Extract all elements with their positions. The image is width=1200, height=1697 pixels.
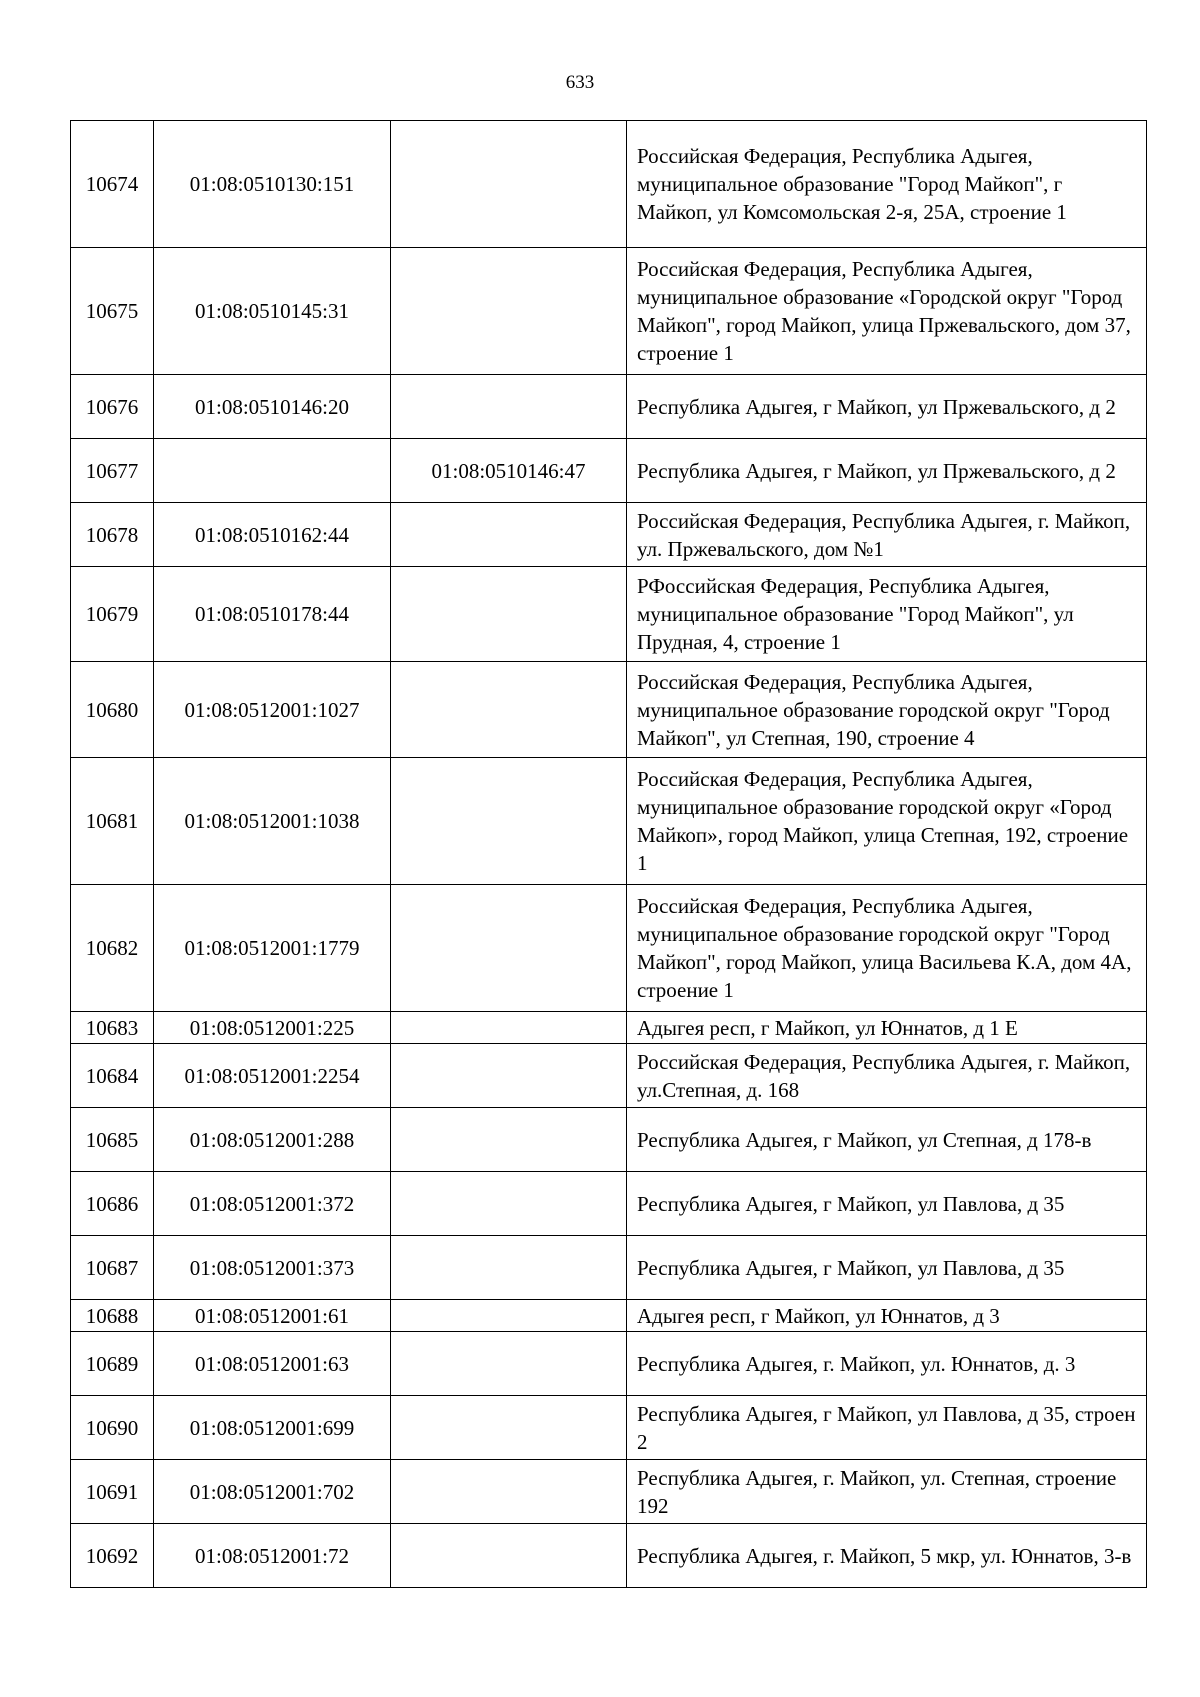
registry-table [70,120,1147,1588]
row-number-cell: 10686 [71,1172,154,1236]
secondary-cadastral-cell: 01:08:0510146:47 [391,439,627,503]
cadastral-number-cell: 01:08:0510162:44 [154,503,391,567]
registry-table-body [71,121,1147,1588]
address-cell: Республика Адыгея, г. Майкоп, ул. Юннатов, д. 3 [627,1332,1147,1396]
cadastral-number-cell: 01:08:0512001:699 [154,1396,391,1460]
address-cell: Адыгея респ, г Майкоп, ул Юннатов, д 1 Е [627,1012,1147,1044]
address-cell: Российская Федерация, Республика Адыгея, муниципальное образование "Город Майкоп", г Майкоп, ул Комсомольская 2-я, 25А, строение 1 [627,121,1147,248]
secondary-cadastral-cell [391,375,627,439]
cadastral-number-cell: 01:08:0512001:2254 [154,1044,391,1108]
row-number-cell: 10683 [71,1012,154,1044]
row-number-cell: 10685 [71,1108,154,1172]
cadastral-number-cell: 01:08:0510145:31 [154,248,391,375]
secondary-cadastral-cell [391,1044,627,1108]
secondary-cadastral-cell [391,1460,627,1524]
table-row [71,1172,1147,1236]
secondary-cadastral-cell [391,662,627,758]
secondary-cadastral-cell [391,885,627,1012]
cadastral-number-cell: 01:08:0512001:61 [154,1300,391,1332]
cadastral-number-cell: 01:08:0512001:372 [154,1172,391,1236]
secondary-cadastral-cell [391,1172,627,1236]
table-row [71,121,1147,248]
secondary-cadastral-cell [391,1236,627,1300]
address-cell: РФоссийская Федерация, Республика Адыгея, муниципальное образование "Город Майкоп", ул Прудная, 4, строение 1 [627,567,1147,662]
cadastral-number-cell: 01:08:0512001:373 [154,1236,391,1300]
address-cell: Республика Адыгея, г. Майкоп, 5 мкр, ул. Юннатов, 3-в [627,1524,1147,1588]
address-cell: Российская Федерация, Республика Адыгея, муниципальное образование городской округ «Город Майкоп», город Майкоп, улица Степная, 192, строение 1 [627,758,1147,885]
secondary-cadastral-cell [391,1332,627,1396]
row-number-cell: 10691 [71,1460,154,1524]
cadastral-number-cell: 01:08:0512001:1779 [154,885,391,1012]
table-row [71,1108,1147,1172]
cadastral-number-cell: 01:08:0512001:702 [154,1460,391,1524]
row-number-cell: 10675 [71,248,154,375]
table-row [71,1396,1147,1460]
table-row [71,248,1147,375]
cadastral-number-cell: 01:08:0512001:1038 [154,758,391,885]
table-row [71,375,1147,439]
secondary-cadastral-cell [391,1012,627,1044]
table-row [71,1300,1147,1332]
cadastral-number-cell: 01:08:0512001:225 [154,1012,391,1044]
table-row [71,1236,1147,1300]
address-cell: Республика Адыгея, г Майкоп, ул Пржевальского, д 2 [627,375,1147,439]
address-cell: Республика Адыгея, г Майкоп, ул Павлова, д 35 [627,1172,1147,1236]
row-number-cell: 10681 [71,758,154,885]
table-row [71,503,1147,567]
table-row [71,758,1147,885]
secondary-cadastral-cell [391,503,627,567]
address-cell: Российская Федерация, Республика Адыгея, муниципальное образование «Городской округ "Город Майкоп", город Майкоп, улица Пржевальского, дом 37, строение 1 [627,248,1147,375]
address-cell: Российская Федерация, Республика Адыгея, муниципальное образование городской округ "Город Майкоп", ул Степная, 190, строение 4 [627,662,1147,758]
table-row [71,567,1147,662]
cadastral-number-cell: 01:08:0510130:151 [154,121,391,248]
cadastral-number-cell [154,439,391,503]
cadastral-number-cell: 01:08:0512001:72 [154,1524,391,1588]
row-number-cell: 10678 [71,503,154,567]
row-number-cell: 10674 [71,121,154,248]
cadastral-number-cell: 01:08:0512001:1027 [154,662,391,758]
row-number-cell: 10688 [71,1300,154,1332]
row-number-cell: 10687 [71,1236,154,1300]
cadastral-number-cell: 01:08:0510146:20 [154,375,391,439]
address-cell: Республика Адыгея, г Майкоп, ул Павлова, д 35 [627,1236,1147,1300]
address-cell: Российская Федерация, Республика Адыгея, г. Майкоп, ул. Пржевальского, дом №1 [627,503,1147,567]
cadastral-number-cell: 01:08:0510178:44 [154,567,391,662]
address-cell: Российская Федерация, Республика Адыгея, г. Майкоп, ул.Степная, д. 168 [627,1044,1147,1108]
row-number-cell: 10679 [71,567,154,662]
table-row [71,1524,1147,1588]
address-cell: Республика Адыгея, г Майкоп, ул Степная, д 178-в [627,1108,1147,1172]
address-cell: Российская Федерация, Республика Адыгея, муниципальное образование городской округ "Город Майкоп", город Майкоп, улица Васильева К.А, дом 4А, строение 1 [627,885,1147,1012]
row-number-cell: 10676 [71,375,154,439]
row-number-cell: 10682 [71,885,154,1012]
row-number-cell: 10680 [71,662,154,758]
secondary-cadastral-cell [391,121,627,248]
cadastral-number-cell: 01:08:0512001:288 [154,1108,391,1172]
table-row [71,885,1147,1012]
address-cell: Республика Адыгея, г Майкоп, ул Павлова, д 35, строен 2 [627,1396,1147,1460]
secondary-cadastral-cell [391,1300,627,1332]
table-row [71,439,1147,503]
address-cell: Адыгея респ, г Майкоп, ул Юннатов, д 3 [627,1300,1147,1332]
address-cell: Республика Адыгея, г Майкоп, ул Пржевальского, д 2 [627,439,1147,503]
secondary-cadastral-cell [391,1108,627,1172]
page-number: 633 [565,72,595,93]
row-number-cell: 10689 [71,1332,154,1396]
secondary-cadastral-cell [391,758,627,885]
table-row [71,1460,1147,1524]
secondary-cadastral-cell [391,248,627,375]
table-row [71,1332,1147,1396]
row-number-cell: 10692 [71,1524,154,1588]
secondary-cadastral-cell [391,1396,627,1460]
cadastral-number-cell: 01:08:0512001:63 [154,1332,391,1396]
address-cell: Республика Адыгея, г. Майкоп, ул. Степная, строение 192 [627,1460,1147,1524]
table-row [71,662,1147,758]
row-number-cell: 10677 [71,439,154,503]
secondary-cadastral-cell [391,567,627,662]
row-number-cell: 10690 [71,1396,154,1460]
secondary-cadastral-cell [391,1524,627,1588]
row-number-cell: 10684 [71,1044,154,1108]
table-row [71,1044,1147,1108]
table-row [71,1012,1147,1044]
